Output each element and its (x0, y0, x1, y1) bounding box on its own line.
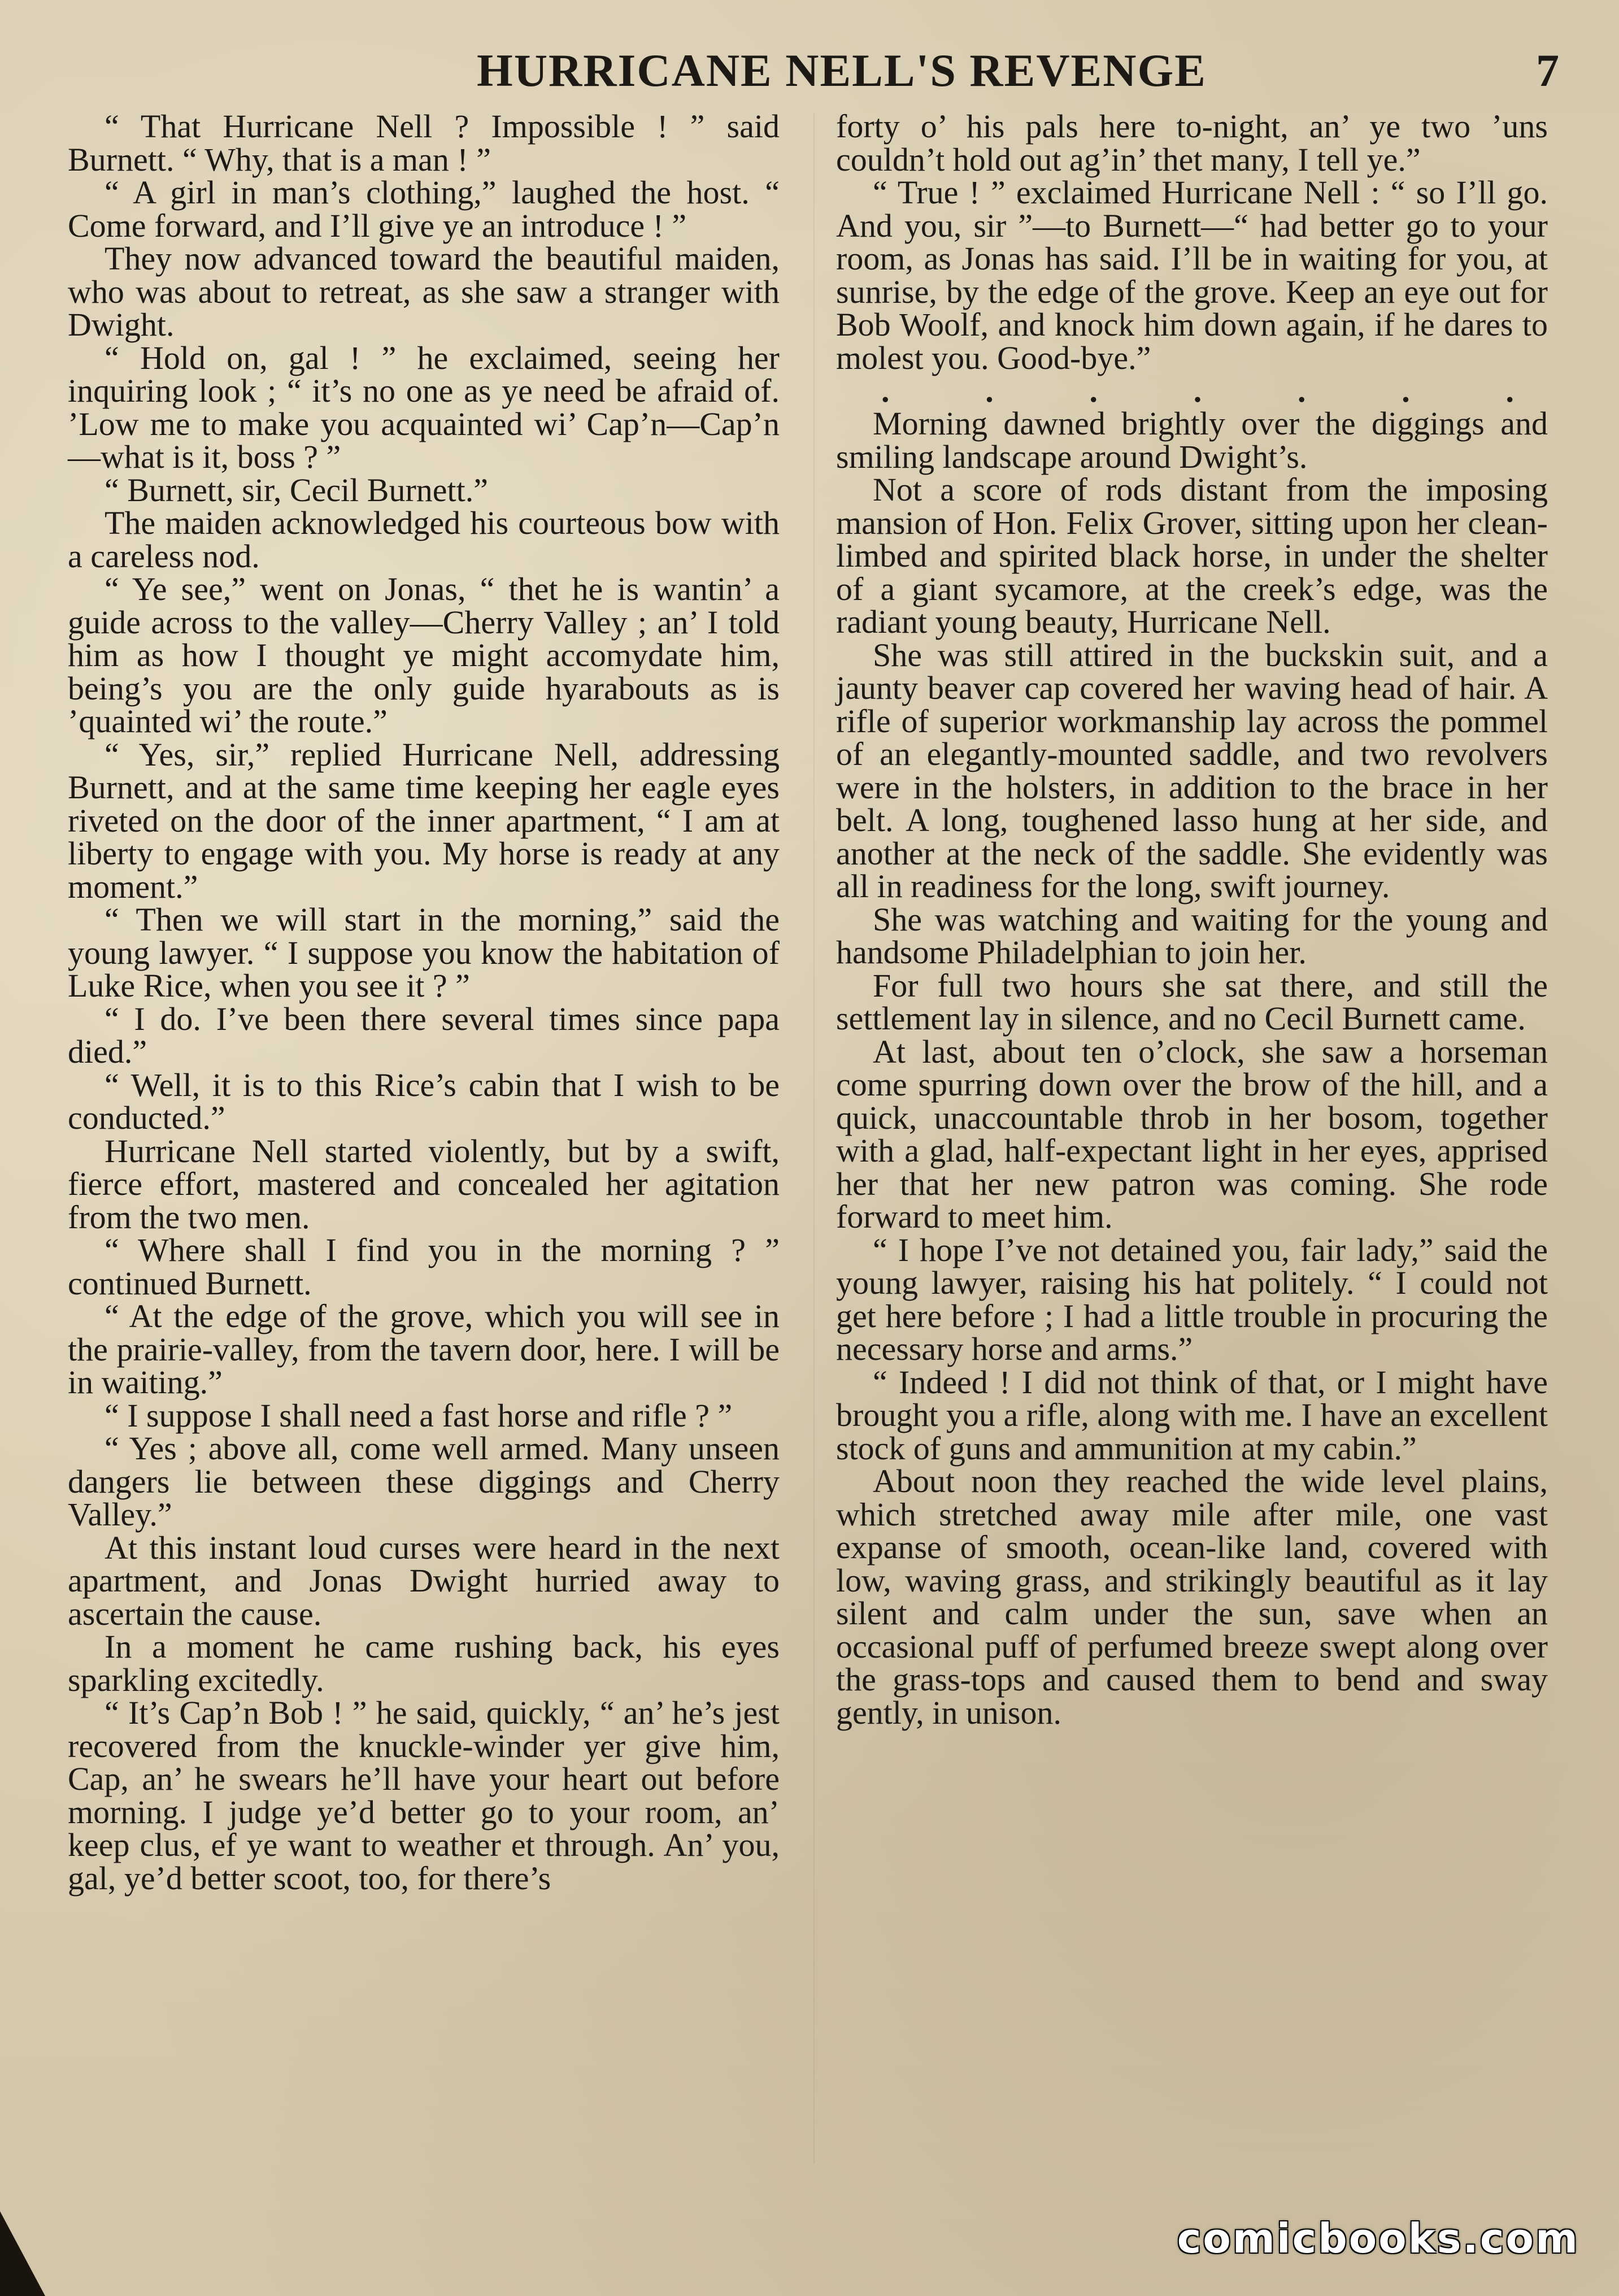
right-column (836, 110, 1548, 1729)
paragraph: At this instant loud curses were heard in the next apartment, and Jonas Dwight hurried away to ascertain the cause. (68, 1529, 780, 1632)
paragraph: “ Where shall I find you in the morning ? ” continued Burnett. (68, 1232, 780, 1302)
paragraph: “ Burnett, sir, Cecil Burnett.” (105, 471, 489, 508)
paragraph: She was watching and waiting for the young and handsome Philadelphian to join her. (836, 901, 1548, 971)
paragraph: “ At the edge of the grove, which you will see in the prairie-valley, from the tavern door, here. I will be in waiting.” (68, 1298, 780, 1401)
section-break-dot: . (985, 372, 994, 409)
section-break (836, 372, 1548, 409)
section-break-dot: . (1505, 372, 1514, 409)
paragraph: “ I suppose I shall need a fast horse and rifle ? ” (105, 1397, 733, 1434)
paragraph: The maiden acknowledged his courteous bow with a careless nod. (68, 505, 780, 575)
paragraph: “ Hold on, gal ! ” he exclaimed, seeing her inquiring look ; “ it’s no one as ye need be afraid of. ’Low me to make you acquainted wi’ Cap’n—Cap’n—what is it, boss ? ” (68, 339, 780, 475)
paragraph: “ Yes, sir,” replied Hurricane Nell, addressing Burnett, and at the same time keeping her eagle eyes riveted on the door of the inner apartment, “ I am at liberty to engage with you. My horse is ready at any moment.” (68, 736, 780, 905)
paragraph: Hurricane Nell started violently, but by a swift, fierce effort, mastered and concealed her agitation from the two men. (68, 1132, 780, 1236)
paragraph: “ It’s Cap’n Bob ! ” he said, quickly, “ an’ he’s jest recovered from the knuckle-winder yer give him, Cap, an’ he swears he’ll have your heart out before morning. I judge ye’d better go to your room, an’ keep clus, ef ye want to weather et through. An’ you, gal, ye’d better scoot, too, for there’s (68, 1694, 780, 1897)
paragraph: About noon they reached the wide level plains, which stretched away mile after mile, one vast expanse of smooth, ocean-like land, covered with low, waving grass, and strikingly beautiful as it lay silent and calm under the sun, save when an occasional puff of perfumed breeze swept along over the grass-tops and caused them to bend and sway gently, in unison. (836, 1463, 1548, 1731)
paragraph: She was still attired in the buckskin suit, and a jaunty beaver cap covered her waving head of hair. A rifle of superior workmanship lay across the pommel of an elegantly-mounted saddle, and two revolvers were in the holsters, in addition to the brace in her belt. A long, toughened lasso hung at her side, and another at the neck of the saddle. She evidently was all in readiness for the long, swift journey. (836, 636, 1548, 905)
section-break-dot: . (1193, 372, 1202, 409)
paragraph: forty o’ his pals here to-night, an’ ye two ’uns couldn’t hold out ag’in’ thet many, I tell ye.” (836, 108, 1548, 178)
paragraph: “ A girl in man’s clothing,” laughed the host. “ Come forward, and I’ll give ye an introduce ! ” (68, 174, 780, 244)
page-number: 7 (1536, 45, 1559, 96)
paragraph: “ Then we will start in the morning,” said the young lawyer. “ I suppose you know the habitation of Luke Rice, when you see it ? ” (68, 901, 780, 1004)
right-column-after-break (836, 407, 1548, 1729)
paragraph: Morning dawned brightly over the diggings and smiling landscape around Dwight’s. (836, 405, 1548, 475)
paragraph: Not a score of rods distant from the imposing mansion of Hon. Felix Grover, sitting upon her clean-limbed and spirited black horse, in under the shelter of a giant sycamore, at the creek’s edge, was the radiant young beauty, Hurricane Nell. (836, 471, 1548, 640)
paragraph: “ I hope I’ve not detained you, fair lady,” said the young lawyer, raising his hat politely. “ I could not get here before ; I had a little trouble in procuring the necessary horse and arms.” (836, 1231, 1548, 1367)
left-column (68, 110, 780, 1895)
section-break-dot: . (881, 372, 890, 409)
paragraph: “ True ! ” exclaimed Hurricane Nell : “ so I’ll go. And you, sir ”—to Burnett—“ had better go to your room, as Jonas has said. I’ll be in waiting for you, at sunrise, by the edge of the grove. Keep an eye out for Bob Woolf, and knock him down again, if he dares to molest you. Good-bye.” (836, 174, 1548, 376)
paragraph: “ Ye see,” went on Jonas, “ thet he is wantin’ a guide across to the valley—Cherry Valley ; an’ I told him as how I thought ye might accomydate him, being’s you are the only guide hyarabouts as is ’quainted wi’ the route.” (68, 571, 780, 740)
paragraph: For full two hours she sat there, and still the settlement lay in silence, and no Cecil Burnett came. (836, 967, 1548, 1037)
paragraph: At last, about ten o’clock, she saw a horseman come spurring down over the brow of the hill, and a quick, unaccountable throb in her bosom, together with a glad, half-expectant light in her eyes, apprised her that her new patron was coming. She rode forward to meet him. (836, 1033, 1548, 1235)
running-title: HURRICANE NELL'S REVENGE (477, 45, 1207, 96)
right-column-before-break (836, 110, 1548, 375)
paragraph: “ Yes ; above all, come well armed. Many unseen dangers lie between these diggings and Cherry Valley.” (68, 1430, 780, 1533)
paragraph: “ Well, it is to this Rice’s cabin that I wish to be conducted.” (68, 1066, 780, 1136)
section-break-dot: . (1089, 372, 1098, 409)
paragraph: They now advanced toward the beautiful maiden, who was about to retreat, as she saw a stranger with Dwight. (68, 240, 780, 343)
page-corner-shadow (0, 2211, 45, 2296)
column-gutter (813, 113, 815, 2164)
page-header (68, 40, 1559, 102)
section-break-dot: . (1402, 372, 1410, 409)
paragraph: “ Indeed ! I did not think of that, or I might have brought you a rifle, along with me. I have an excellent stock of guns and ammunition at my cabin.” (836, 1363, 1548, 1467)
paragraph: “ That Hurricane Nell ? Impossible ! ” said Burnett. “ Why, that is a man ! ” (68, 108, 780, 178)
section-break-dot: . (1298, 372, 1306, 409)
paragraph: “ I do. I’ve been there several times since papa died.” (68, 1000, 780, 1070)
watermark-logo: comicbooks.com (1177, 2215, 1579, 2262)
paragraph: In a moment he came rushing back, his eyes sparkling excitedly. (68, 1628, 780, 1698)
